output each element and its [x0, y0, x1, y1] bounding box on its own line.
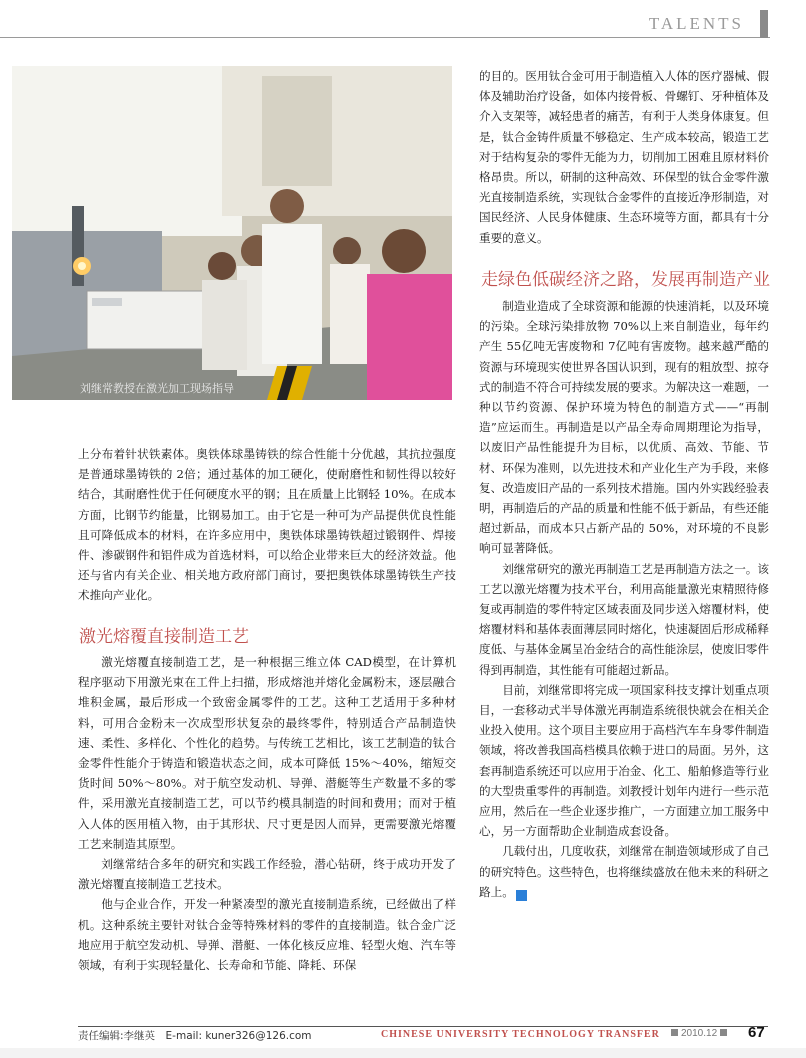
square-bullet-icon [671, 1029, 678, 1036]
left-column-intro [78, 444, 456, 606]
section-label: TALENTS [648, 14, 744, 33]
paragraph [479, 841, 769, 902]
footer-journal-name: CHINESE UNIVERSITY TECHNOLOGY TRANSFER [381, 1029, 660, 1040]
photo-caption: 刘继常教授在激光加工现场指导 [80, 383, 234, 395]
section-heading-laser-cladding: 激光熔覆直接制造工艺 [79, 627, 249, 647]
article-photo [12, 66, 452, 400]
paragraph: 激光熔覆直接制造工艺，是一种根据三维立体 CAD模型，在计算机程序驱动下用激光束在工件上扫描，形成熔池并熔化金属粉末，逐层融合堆积金属，最后形成一个致密金属零件的工艺。这种工艺适用于多种材料，可用合金粉末一次成型形状复杂的最终零件，特别适合产品制造快速、柔性、多样化、个性化的趋势。与传统工艺相比，该工艺制造的钛合金零件性能介于铸造和锻造状态之间，成本可降低 15%～40%，缩短交货时间 50%～80%。对于航空发动机、导弹、潜艇等生产数量不多的零件，采用激光直接制造工艺，可以节约模具制造的时间和费用；而对于植入人体的医用植入物，由于其形状、尺寸更是因人而异，更需要激光熔覆工艺来制造其原型。 [78, 655, 456, 851]
footer-editor: 责任编辑:李继英 E-mail: kuner326@126.com [78, 1030, 312, 1042]
bottom-strip [0, 1048, 806, 1058]
header-accent-bar [760, 10, 768, 38]
footer-date [668, 1028, 730, 1039]
paragraph: 刘继常结合多年的研究和实践工作经验，潜心钻研，终于成功开发了激光熔覆直接制造工艺技术。 [78, 857, 456, 892]
right-column-body [479, 296, 769, 902]
paragraph: 制造业造成了全球资源和能源的快速消耗，以及环境的污染。全球污染排放物 70%以上来自制造业，每年约产生 55亿吨无害废物和 7亿吨有害废物。越来越严酷的资源与环境现实使世界各国认识到，现有的粗放型、掠夺式的制造不符合可持续发展的要求。为解决这一难题，一种以节约资源、保护环境为特色的制造方式——“再制造”应运而生。再制造是以产品全寿命周期理论为指导，以废旧产品性能提升为目标，以优质、高效、节能、节材、环保为准则，以先进技术和产业化生产为手段，来修复、改造废旧产品的一系列技术措施。国内外实践经验表明，再制造后的产品的质量和性能不低于新品，有些还能超过新品，而成本只占新产品的 50%，对环境的不良影响可显著降低。 [479, 299, 769, 556]
square-bullet-icon [720, 1029, 727, 1036]
left-column-body [78, 652, 456, 975]
lab-scene-illustration [12, 66, 452, 400]
footer-date-text: 2010.12 [681, 1028, 718, 1039]
header-rule [0, 37, 770, 38]
section-heading-green-economy: 走绿色低碳经济之路，发展再制造产业 [481, 270, 770, 290]
paragraph: 的目的。医用钛合金可用于制造植入人体的医疗器械、假体及辅助治疗设备，如体内接骨板、骨螺钉、牙种植体及介入支架等，减轻患者的痛苦，有利于人类身体康复。但是，钛合金铸件质量不够稳定、生产成本较高，锻造工艺对于结构复杂的零件无能为力，切削加工困难且原材料价格昂贵。所以，研制的这种高效、环保型的钛合金零件激光直接制造系统，实现钛合金零件的直接近净形制造，对国民经济、人民身体健康、生态环境等方面，都具有十分重要的意义。 [479, 69, 769, 245]
end-mark-icon: ✓ [516, 890, 527, 901]
paragraph: 目前，刘继常即将完成一项国家科技支撑计划重点项目，一套移动式半导体激光再制造系统很快就会在相关企业投入使用。这个项目主要应用于高档汽车车身零件制造领域，将改善我国高档模具依赖于进口的局面。另外，这套再制造系统还可以应用于冶金、化工、船舶修造等行业的大型贵重零件的再制造。刘教授计划年内进行一些示范应用，然后在一些企业逐步推广，一方面建立加工服务中心，另一方面帮助企业制造成套设备。 [479, 682, 769, 839]
footer-rule [78, 1026, 768, 1027]
paragraph: 他与企业合作，开发一种紧凑型的激光直接制造系统，已经做出了样机。这种系统主要针对钛合金等特殊材料的零件的直接制造。钛合金广泛地应用于航空发动机、导弹、潜艇、一体化核反应堆、轻型火炮、汽车等领域，有利于实现轻量化、长寿命和节能、降耗、环保 [78, 897, 456, 973]
page-number: 67 [748, 1024, 765, 1041]
paragraph: 上分布着针状铁素体。奥铁体球墨铸铁的综合性能十分优越，其抗拉强度是普通球墨铸铁的 2倍；通过基体的加工硬化，使耐磨性和韧性得以较好结合，其耐磨性优于任何硬度水平的钢；且在质量上比钢轻 10%。在成本方面，比钢节约能量，比钢易加工。由于它是一种可为产品提供优良性能且可降低成本的材料，在许多应用中，奥铁体球墨铸铁超过锻钢件、焊接件、渗碳钢件和铝件成为首选材料，可以给企业带来巨大的经济效益。他还与省内有关企业、相关地方政府部门商讨，要把奥铁体球墨铸铁生产技术推向产业化。 [78, 447, 456, 603]
closing-sentence: 几载付出，几度收获，刘继常在制造领域形成了自己的研究特色。这些特色，也将继续盛放在他未来的科研之路上。 [479, 844, 769, 899]
right-column-intro [479, 66, 769, 248]
paragraph: 刘继常研究的激光再制造工艺是再制造方法之一。该工艺以激光熔覆为技术平台，利用高能量激光束精照待修复或再制造的零件特定区域表面及同步送入熔覆材料，使熔覆材料和基体表面薄层同时熔化，快速凝固后形成稀释度低、与基体金属呈冶金结合的高性能涂层，使废旧零件得到再制造，其性能有可能超过新品。 [479, 561, 769, 677]
